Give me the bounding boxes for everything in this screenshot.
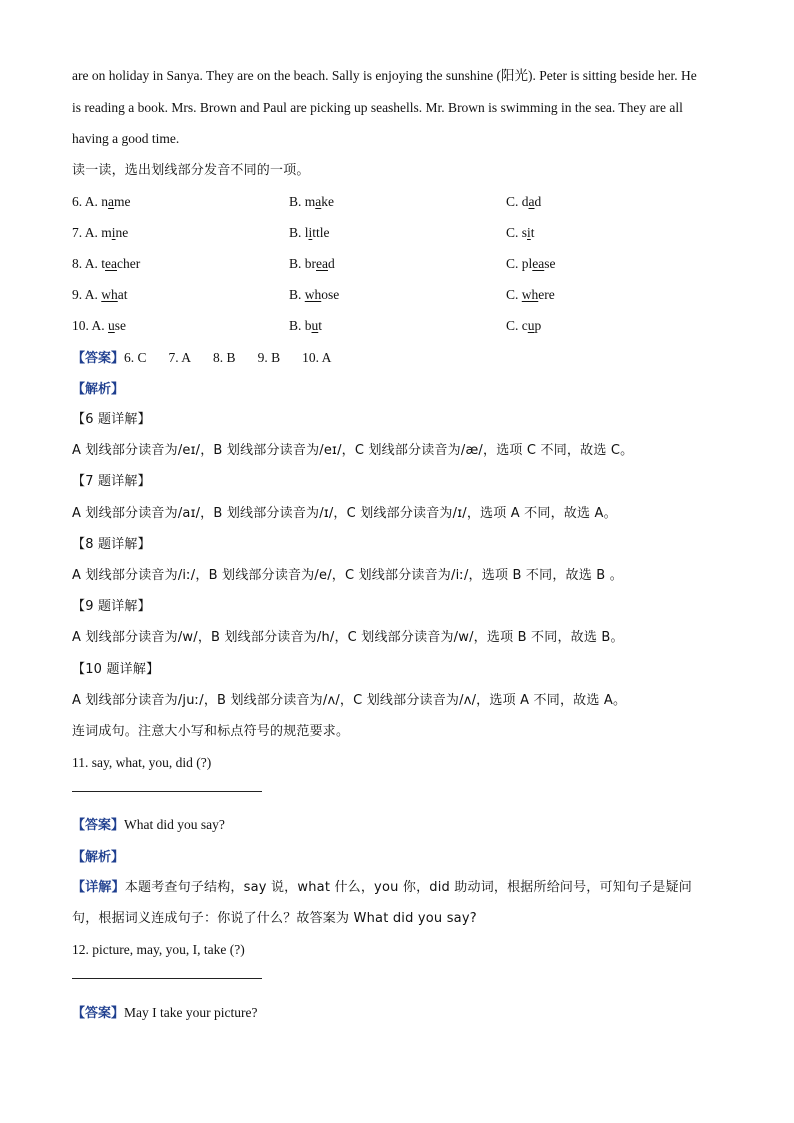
question-row [72,283,722,314]
option-a: 9. A. what [72,287,128,303]
answer-item: 9. B [257,349,281,365]
option-c: C. where [506,287,555,303]
detail-title: 【6 题详解】 [72,412,151,427]
option-b: B. but [289,318,323,334]
question-row [72,314,722,345]
question-list [72,190,722,346]
option-c: C. dad [506,193,542,209]
answer-item: 8. B [213,349,236,365]
q11-prompt: 11. say, what, you, did (?) [72,755,212,771]
detail-title: 【9 题详解】 [72,599,151,615]
option-a: 7. A. mine [72,224,129,240]
option-c: C. please [506,256,556,272]
answer-tag: 【答案】 [72,1005,125,1021]
detail-text: A 划线部分读音为/juː/，B 划线部分读音为/ʌ/，C 划线部分读音为/ʌ/，选项 A 不同，故选 A。 [72,692,627,708]
detail-title: 【8 题详解】 [72,536,151,552]
detail-tag: 【详解】 [72,879,125,895]
section2-instruction: 连词成句。注意大小写和标点符号的规范要求。 [72,723,350,739]
q11-detail-cont: 句，根据词义连成句子：你说了什么？故答案为 What did you say? [72,911,477,926]
q11-detail: 【详解】本题考查句子结构，say 说，what 什么，you 你，did 助动词，根据所给问号，可知句子是疑问 [72,879,692,895]
option-c: C. cup [506,318,542,334]
answer-item: 6. C [124,349,147,365]
q12-answer-line [72,1001,722,1032]
document-page [72,64,722,1032]
section1-answer-line [72,346,722,377]
option-b: B. make [289,193,335,209]
question-row [72,190,722,221]
answer-tag: 【答案】 [72,818,125,834]
option-c: C. sit [506,224,535,240]
option-b: B. whose [289,287,340,303]
q12-answer: May I take your picture? [124,1004,258,1020]
section1-instruction: 读一读，选出划线部分发音不同的一项。 [72,162,310,178]
reading-passage [72,64,722,159]
q11-answer-line [72,813,722,844]
answer-tag: 【答案】 [72,350,125,366]
detail-title: 【7 题详解】 [72,474,151,490]
detail-text: A 划线部分读音为/aɪ/，B 划线部分读音为/ɪ/，C 划线部分读音为/ɪ/，选项 A 不同，故选 A。 [72,505,617,521]
answer-item: 7. A [168,349,192,365]
passage-line: having a good time. [72,131,180,146]
option-a: 8. A. teacher [72,256,141,272]
q11-answer: What did you say? [124,817,225,833]
detail-text: A 划线部分读音为/iː/，B 划线部分读音为/e/，C 划线部分读音为/iː/，选项 B 不同，故选 B 。 [72,567,623,583]
analysis-heading: 【解析】 [72,849,125,865]
option-a: 10. A. use [72,318,127,334]
option-b: B. little [289,224,330,240]
detail-text: A 划线部分读音为/w/，B 划线部分读音为/h/，C 划线部分读音为/w/，选项 B 不同，故选 B。 [72,630,624,646]
detail-title: 【10 题详解】 [72,661,160,677]
answer-item: 10. A [302,349,332,365]
q12-prompt: 12. picture, may, you, I, take (?) [72,942,245,958]
passage-line: are on holiday in Sanya. They are on the beach. Sally is enjoying the sunshine (阳光). Peter is sitting beside her. He [72,68,697,83]
detail-text: A 划线部分读音为/eɪ/，B 划线部分读音为/eɪ/，C 划线部分读音为/æ/，选项 C 不同，故选 C。 [72,443,634,459]
q12-answer-blank [72,969,722,1000]
option-a: 6. A. name [72,193,131,209]
option-b: B. bread [289,256,335,272]
q11-answer-blank [72,782,722,813]
question-row [72,252,722,283]
analysis-heading: 【解析】 [72,381,125,397]
question-row [72,221,722,252]
passage-line: is reading a book. Mrs. Brown and Paul are picking up seashells. Mr. Brown is swimming in the sea. They are all [72,99,683,115]
